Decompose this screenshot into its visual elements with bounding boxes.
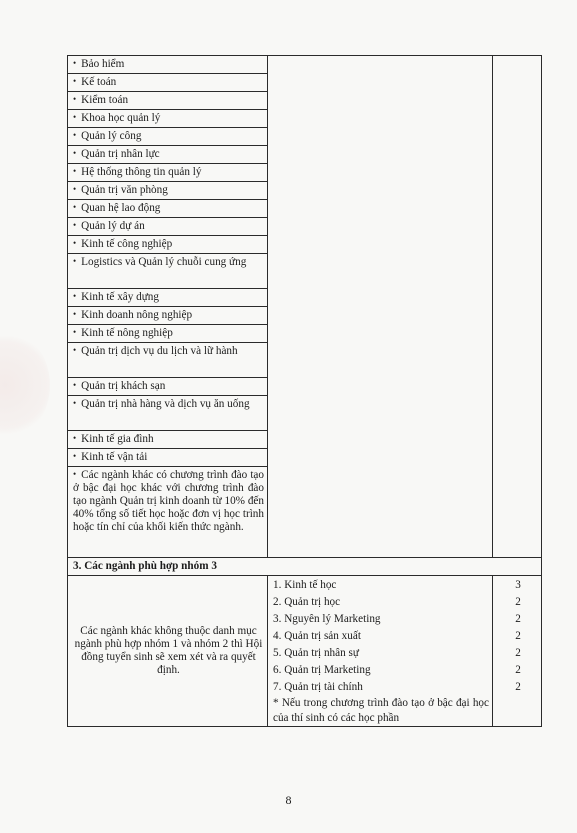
major-cell bbox=[68, 289, 268, 307]
major-cell bbox=[68, 325, 268, 343]
major-name: • Kinh doanh nông nghiệp bbox=[73, 309, 192, 321]
other-majors-text: • Các ngành khác có chương trình đào tạo ở bậc đại học khác với chương trình đào tạo ngành Quản trị kinh doanh từ 10% đến 40% tổng số tiết học hoặc đơn vị học trình hoặc tín chỉ của khối kiến thức ngành. bbox=[73, 469, 264, 533]
course-credits: 2 bbox=[515, 630, 521, 642]
course-item: 2. Quản trị học bbox=[273, 596, 341, 608]
major-cell bbox=[68, 307, 268, 325]
major-name: • Logistics và Quản lý chuỗi cung ứng bbox=[73, 256, 246, 268]
major-name: • Quản lý công bbox=[73, 130, 141, 142]
major-name: • Bảo hiểm bbox=[73, 58, 124, 70]
major-cell bbox=[68, 236, 268, 254]
group3-description: Các ngành khác không thuộc danh mục ngành phù hợp nhóm 1 và nhóm 2 thì Hội đồng tuyển sinh sẽ xem xét và ra quyết định. bbox=[68, 576, 268, 727]
major-cell bbox=[68, 164, 268, 182]
major-cell bbox=[68, 343, 268, 378]
major-name: • Khoa học quản lý bbox=[73, 112, 160, 124]
major-cell bbox=[68, 431, 268, 449]
major-name: • Quan hệ lao động bbox=[73, 202, 160, 214]
major-cell bbox=[68, 396, 268, 431]
major-name: • Kinh tế gia đình bbox=[73, 433, 154, 445]
credits-cell-empty bbox=[493, 56, 542, 558]
majors-table bbox=[67, 55, 542, 727]
major-name: • Quản lý dự án bbox=[73, 220, 145, 232]
group3-heading: 3. Các ngành phù hợp nhóm 3 bbox=[68, 558, 542, 576]
major-name: • Quản trị văn phòng bbox=[73, 184, 168, 196]
major-cell bbox=[68, 200, 268, 218]
major-name: • Kinh tế công nghiệp bbox=[73, 238, 172, 250]
group3-courses-cell bbox=[268, 576, 493, 727]
course-credits: 2 bbox=[515, 613, 521, 625]
major-name: • Kinh tế vận tải bbox=[73, 451, 147, 463]
other-majors-cell bbox=[68, 467, 268, 558]
major-cell bbox=[68, 254, 268, 289]
faded-stamp-mark bbox=[0, 330, 50, 440]
major-name: • Quản trị nhà hàng và dịch vụ ăn uống bbox=[73, 398, 250, 410]
course-credits: 2 bbox=[515, 647, 521, 659]
course-item: 7. Quản trị tài chính bbox=[273, 681, 363, 693]
major-cell bbox=[68, 56, 268, 74]
course-item: 4. Quản trị sản xuất bbox=[273, 630, 361, 642]
major-name: • Kế toán bbox=[73, 76, 116, 88]
major-cell bbox=[68, 218, 268, 236]
page-number: 8 bbox=[285, 793, 292, 807]
major-cell bbox=[68, 378, 268, 396]
course-item: 5. Quản trị nhân sự bbox=[273, 647, 359, 659]
course-credits: 2 bbox=[515, 596, 521, 608]
major-cell bbox=[68, 92, 268, 110]
course-credits: 2 bbox=[515, 681, 521, 693]
major-name: • Hệ thống thông tin quản lý bbox=[73, 166, 201, 178]
major-name: • Kinh tế nông nghiệp bbox=[73, 327, 173, 339]
major-cell bbox=[68, 110, 268, 128]
group3-credits-cell bbox=[493, 576, 542, 727]
courses-cell-empty bbox=[268, 56, 493, 558]
course-credits: 2 bbox=[515, 664, 521, 676]
major-name: • Quản trị nhân lực bbox=[73, 148, 160, 160]
major-cell bbox=[68, 74, 268, 92]
major-name: • Kiểm toán bbox=[73, 94, 128, 106]
group3-note: * Nếu trong chương trình đào tạo ở bậc đại học của thí sinh có các học phần bbox=[273, 697, 489, 724]
major-name: • Kinh tế xây dựng bbox=[73, 291, 159, 303]
course-item: 6. Quản trị Marketing bbox=[273, 664, 371, 676]
major-name: • Quản trị khách sạn bbox=[73, 380, 165, 392]
major-cell bbox=[68, 128, 268, 146]
major-name: • Quản trị dịch vụ du lịch và lữ hành bbox=[73, 345, 238, 357]
major-cell bbox=[68, 146, 268, 164]
major-cell bbox=[68, 449, 268, 467]
course-credits: 3 bbox=[515, 579, 521, 591]
course-item: 3. Nguyên lý Marketing bbox=[273, 613, 381, 625]
course-item: 1. Kinh tế học bbox=[273, 579, 337, 591]
major-cell bbox=[68, 182, 268, 200]
